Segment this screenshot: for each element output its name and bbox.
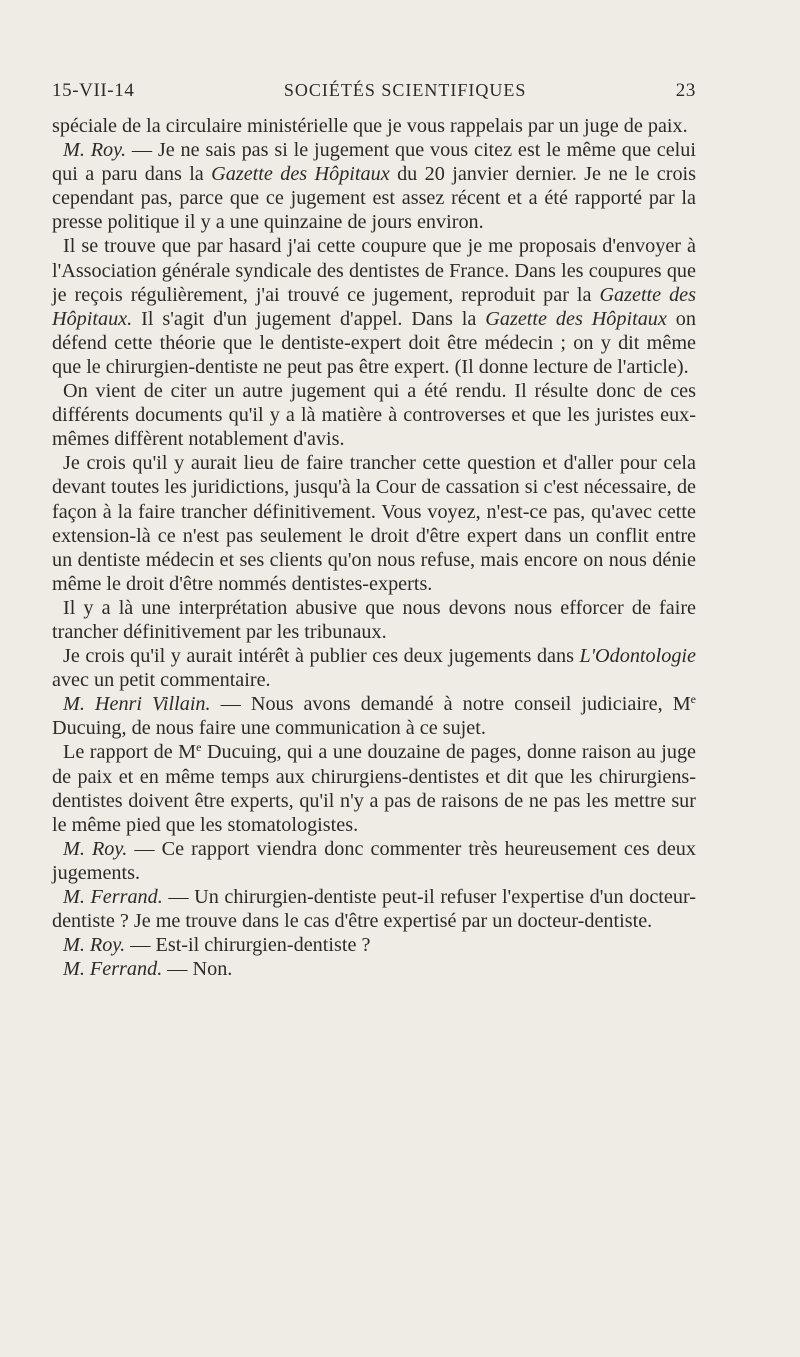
body-text <box>52 114 696 981</box>
text-run: Je crois qu'il y aurait intérêt à publier ces deux jugements dans <box>63 645 580 668</box>
paragraph <box>52 379 696 451</box>
paragraph <box>52 837 696 885</box>
text-run: avec un petit commentaire. <box>52 669 271 692</box>
text-run: Il se trouve que par hasard j'ai cette coupure que je me proposais d'envoyer à l'Association générale syndicale des dentistes de France. Dans les coupures que je reçois régulièrement, j'ai trouvé ce jugement, reproduit par la <box>52 235 696 306</box>
text-run: Il s'agit d'un jugement d'appel. Dans la <box>132 307 486 330</box>
text-run: du 20 janvier dernier. Je ne le crois cependant pas, parce que ce jugement est assez récent et a été rapporté par la presse politique il y a une quinzaine de jours environ. <box>52 163 697 234</box>
text-run: Ducuing, qui a une douzaine de pages, donne raison au juge de paix et en même temps aux chirurgiens-dentistes et dit que les chirurgiens-dentistes doivent être experts, qu'il n'y a pas de raisons de ne pas les mettre sur le même pied que les stomatologistes. <box>52 741 696 836</box>
text-run: — Un chirurgien-dentiste peut-il refuser l'expertise d'un docteur-dentiste ? Je me trouve dans le cas d'être expertisé par un docteur-dentiste. <box>52 886 696 933</box>
paragraph <box>52 234 696 379</box>
italic-text: M. Roy. <box>63 837 128 860</box>
italic-text: M. Henri Villain. <box>63 693 211 716</box>
running-header <box>52 80 696 106</box>
text-run: — Ce rapport viendra donc commenter très heureusement ces deux jugements. <box>52 837 696 884</box>
text-run: — Est-il chirurgien-dentiste ? <box>125 934 371 957</box>
text-run: Ducuing, de nous faire une communication à ce sujet. <box>52 717 486 740</box>
text-run: — Je ne sais pas si le jugement que vous citez est le même que celui qui a paru dans la <box>52 139 696 186</box>
text-run: on défend cette théorie que le dentiste-expert doit être médecin ; on y dit même que le chirurgien-dentiste ne peut pas être expert. (Il donne lecture de l'article). <box>52 307 696 378</box>
page-number: 23 <box>675 80 696 101</box>
superscript-text: e <box>196 740 202 755</box>
paragraph <box>52 933 696 957</box>
header-section-title: SOCIÉTÉS SCIENTIFIQUES <box>283 80 527 100</box>
paragraph <box>52 138 696 234</box>
paragraph <box>52 740 696 836</box>
superscript-text: e <box>690 692 696 707</box>
text-run: — Non. <box>162 958 233 981</box>
text-run: Il y a là une interprétation abusive que nous devons nous efforcer de faire trancher définitivement par les tribunaux. <box>52 596 696 643</box>
italic-text: M. Roy. <box>63 139 127 162</box>
italic-text: M. Ferrand. <box>63 886 163 908</box>
text-run: On vient de citer un autre jugement qui a été rendu. Il résulte donc de ces différents documents qu'il y a là matière à controverses et que les juristes eux-mêmes diffèrent notablement d'avis. <box>52 380 696 451</box>
text-run: Je crois qu'il y aurait lieu de faire trancher cette question et d'aller pour cela devant toutes les juridictions, jusqu'à la Cour de cassation si c'est nécessaire, de façon à la faire trancher définitivement. Vous voyez, n'est-ce pas, qu'avec cette extension-là ce n'est pas seulement le droit d'être expert dans un conflit entre un dentiste médecin et ses clients qu'on nous refuse, mais encore on nous dénie même le droit d'être nommés dentistes-experts. <box>52 452 696 595</box>
italic-text: Gazette des Hôpitaux <box>211 163 390 186</box>
paragraph <box>52 885 696 933</box>
header-date: 15-VII-14 <box>52 80 135 101</box>
italic-text: L'Odontologie <box>579 645 696 668</box>
text-run: Le rapport de M <box>63 741 197 764</box>
text-run: spéciale de la circulaire ministérielle que je vous rappelais par un juge de paix. <box>52 115 688 137</box>
paragraph <box>52 957 696 981</box>
paragraph <box>52 644 696 692</box>
paragraph <box>52 596 696 644</box>
italic-text: M. Ferrand. <box>63 958 163 981</box>
paragraph <box>52 114 696 138</box>
italic-text: Gazette des Hôpitaux <box>485 307 667 330</box>
paragraph <box>52 451 696 596</box>
italic-text: Gazette des Hôpitaux. <box>52 283 697 330</box>
italic-text: M. Roy. <box>63 934 126 957</box>
text-run: — Nous avons demandé à notre conseil judiciaire, M <box>210 693 691 716</box>
paragraph <box>52 692 696 740</box>
